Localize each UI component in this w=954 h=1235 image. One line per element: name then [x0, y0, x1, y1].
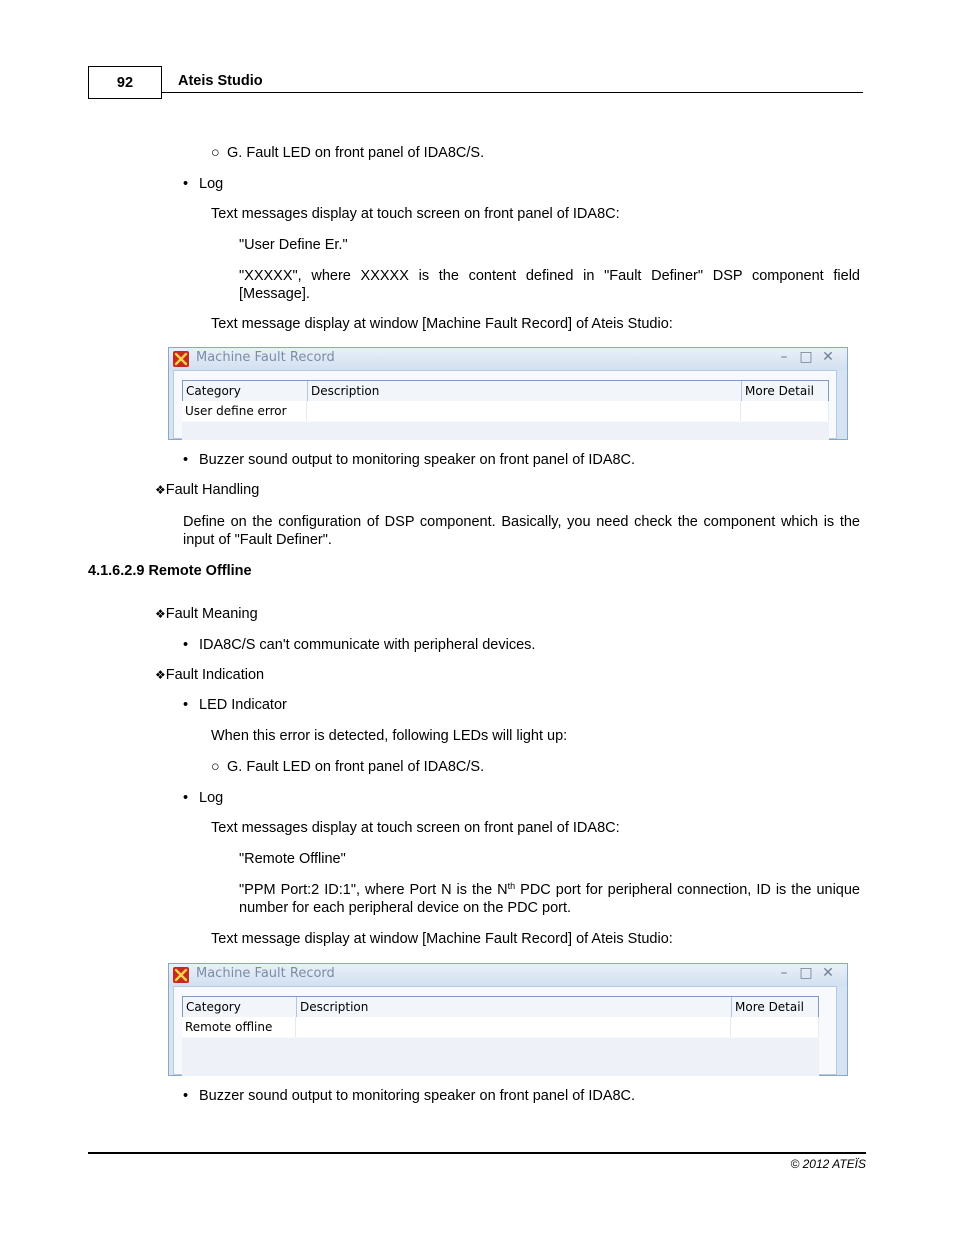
paragraph: Text message display at window [Machine Fault Record] of Ateis Studio:: [211, 931, 673, 947]
paragraph: Text messages display at touch screen on front panel of IDA8C:: [211, 820, 620, 836]
paragraph: When this error is detected, following LEDs will light up:: [211, 728, 568, 744]
grid-empty-area: [182, 1038, 819, 1076]
column-header-more-detail[interactable]: More Detail: [735, 1000, 804, 1014]
column-header-category[interactable]: Category: [183, 381, 308, 401]
page-number: 92: [88, 66, 162, 99]
header-rule: [162, 92, 863, 93]
list-item: ○ G. Fault LED on front panel of IDA8C/S.: [211, 145, 485, 161]
list-item: ❖Fault Indication: [155, 667, 265, 683]
column-header-more-detail[interactable]: More Detail: [745, 384, 814, 398]
list-item: • Log: [183, 790, 224, 806]
dot-bullet-icon: •: [183, 697, 189, 713]
window-title: Machine Fault Record: [196, 966, 335, 981]
close-icon[interactable]: ✕: [822, 965, 834, 981]
minimize-icon[interactable]: –: [780, 349, 788, 365]
cell-category: User define error: [182, 401, 307, 421]
window-titlebar: [169, 964, 847, 986]
cell-more-detail: [731, 1017, 819, 1037]
list-item: • Log: [183, 176, 224, 192]
column-header-category[interactable]: Category: [183, 997, 297, 1017]
cell-category: Remote offline: [182, 1017, 296, 1037]
dot-bullet-icon: •: [183, 452, 189, 468]
dot-bullet-icon: •: [183, 790, 189, 806]
footer-rule: [88, 1152, 866, 1154]
window-controls: [773, 349, 839, 365]
window-controls: [773, 965, 839, 981]
machine-fault-record-window: [168, 347, 848, 440]
header-title: Ateis Studio: [178, 73, 263, 89]
quote-text: "User Define Er.": [239, 237, 348, 253]
list-item: • IDA8C/S can't communicate with peripheral devices.: [183, 637, 536, 653]
diamond-bullet-icon: ❖: [155, 483, 166, 497]
list-item: ❖Fault Handling: [155, 482, 260, 498]
paragraph: Text messages display at touch screen on front panel of IDA8C:: [211, 206, 620, 222]
table-row[interactable]: [182, 401, 829, 421]
table-header: [182, 380, 829, 402]
column-header-description[interactable]: Description: [297, 997, 732, 1017]
window-titlebar: [169, 348, 847, 370]
grid-empty-area: [182, 422, 829, 440]
quote-text: "XXXXX", where XXXXX is the content defined in "Fault Definer" DSP component field [Message].: [239, 268, 860, 302]
maximize-icon[interactable]: □: [799, 965, 813, 981]
window-title: Machine Fault Record: [196, 350, 335, 365]
column-header-description[interactable]: Description: [308, 381, 742, 401]
paragraph: Define on the configuration of DSP component. Basically, you need check the component which is the input of "Fault Definer".: [183, 514, 860, 548]
dot-bullet-icon: •: [183, 176, 189, 192]
maximize-icon[interactable]: □: [799, 349, 813, 365]
quote-text: "Remote Offline": [239, 851, 346, 867]
quote-text: "PPM Port:2 ID:1", where Port N is the $N^{th}$ PDC port for peripheral connection, ID is the unique number for each peripheral device on the PDC port.: [239, 881, 860, 916]
machine-fault-record-window: [168, 963, 848, 1076]
list-item: • Buzzer sound output to monitoring speaker on front panel of IDA8C.: [183, 452, 636, 468]
cell-more-detail: [741, 401, 829, 421]
list-item: ○ G. Fault LED on front panel of IDA8C/S.: [211, 759, 485, 775]
diamond-bullet-icon: ❖: [155, 668, 166, 682]
footer-copyright: © 2012 ATEÏS: [790, 1157, 866, 1171]
window-body: [173, 370, 837, 439]
circle-bullet-icon: ○: [211, 145, 220, 161]
paragraph: Text message display at window [Machine Fault Record] of Ateis Studio:: [211, 316, 673, 332]
minimize-icon[interactable]: –: [780, 965, 788, 981]
fault-tools-icon: [173, 967, 189, 983]
table-row[interactable]: [182, 1017, 819, 1037]
section-heading: 4.1.6.2.9 Remote Offline: [88, 563, 252, 579]
dot-bullet-icon: •: [183, 637, 189, 653]
cell-description: [296, 1017, 731, 1037]
list-item: ❖Fault Meaning: [155, 606, 258, 622]
table-header: [182, 996, 819, 1018]
dot-bullet-icon: •: [183, 1088, 189, 1104]
cell-description: [307, 401, 741, 421]
list-item: • Buzzer sound output to monitoring speaker on front panel of IDA8C.: [183, 1088, 636, 1104]
close-icon[interactable]: ✕: [822, 349, 834, 365]
circle-bullet-icon: ○: [211, 759, 220, 775]
window-body: [173, 986, 837, 1075]
diamond-bullet-icon: ❖: [155, 607, 166, 621]
fault-tools-icon: [173, 351, 189, 367]
list-item: • LED Indicator: [183, 697, 287, 713]
